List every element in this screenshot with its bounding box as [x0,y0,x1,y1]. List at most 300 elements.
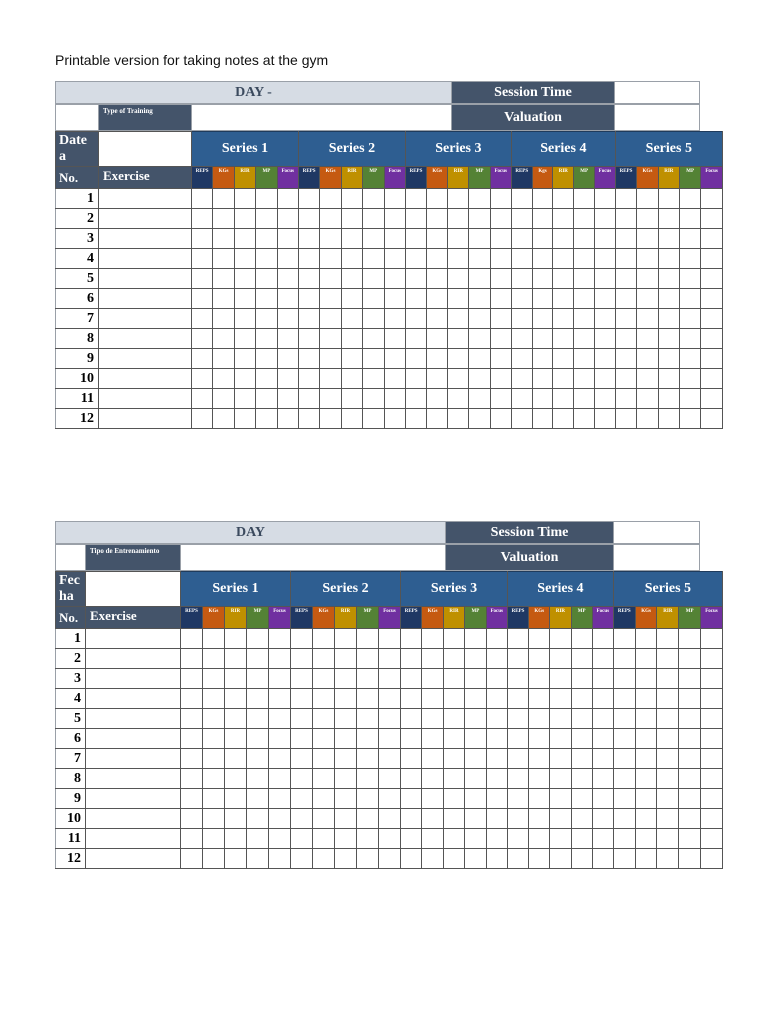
entry-cell[interactable] [679,649,701,669]
entry-cell[interactable] [357,809,379,829]
entry-cell[interactable] [679,829,701,849]
entry-cell[interactable] [657,689,679,709]
entry-cell[interactable] [637,229,658,249]
entry-cell[interactable] [465,649,486,669]
entry-cell[interactable] [615,269,636,289]
entry-cell[interactable] [213,329,234,349]
entry-cell[interactable] [532,349,553,369]
entry-cell[interactable] [256,389,277,409]
entry-cell[interactable] [234,389,255,409]
entry-cell[interactable] [335,689,357,709]
entry-cell[interactable] [181,629,203,649]
entry-cell[interactable] [529,729,550,749]
entry-cell[interactable] [637,329,658,349]
entry-cell[interactable] [192,209,213,229]
entry-cell[interactable] [574,349,595,369]
entry-cell[interactable] [401,709,422,729]
entry-cell[interactable] [448,349,469,369]
entry-cell[interactable] [615,349,636,369]
entry-cell[interactable] [256,289,277,309]
entry-cell[interactable] [553,229,574,249]
entry-cell[interactable] [384,289,405,309]
entry-cell[interactable] [384,229,405,249]
entry-cell[interactable] [203,649,225,669]
entry-cell[interactable] [401,809,422,829]
entry-cell[interactable] [363,369,384,389]
entry-cell[interactable] [701,349,722,369]
entry-cell[interactable] [341,189,362,209]
entry-cell[interactable] [511,269,532,289]
entry-cell[interactable] [613,789,635,809]
entry-cell[interactable] [595,269,616,289]
entry-cell[interactable] [465,709,486,729]
exercise-cell[interactable] [86,669,181,689]
entry-cell[interactable] [320,349,341,369]
training-type-field[interactable] [192,105,452,131]
entry-cell[interactable] [635,789,657,809]
entry-cell[interactable] [613,769,635,789]
entry-cell[interactable] [320,409,341,429]
entry-cell[interactable] [574,289,595,309]
entry-cell[interactable] [313,769,335,789]
entry-cell[interactable] [192,409,213,429]
entry-cell[interactable] [379,769,401,789]
entry-cell[interactable] [658,249,679,269]
entry-cell[interactable] [443,709,464,729]
entry-cell[interactable] [550,649,571,669]
entry-cell[interactable] [615,209,636,229]
entry-cell[interactable] [401,849,422,869]
entry-cell[interactable] [550,689,571,709]
entry-cell[interactable] [363,349,384,369]
entry-cell[interactable] [635,709,657,729]
entry-cell[interactable] [511,229,532,249]
entry-cell[interactable] [335,649,357,669]
exercise-cell[interactable] [99,269,192,289]
entry-cell[interactable] [615,229,636,249]
entry-cell[interactable] [291,789,313,809]
entry-cell[interactable] [615,409,636,429]
exercise-cell[interactable] [86,849,181,869]
entry-cell[interactable] [490,309,511,329]
entry-cell[interactable] [613,749,635,769]
entry-cell[interactable] [405,209,426,229]
entry-cell[interactable] [277,209,298,229]
entry-cell[interactable] [486,689,507,709]
entry-cell[interactable] [225,829,247,849]
entry-cell[interactable] [269,829,291,849]
entry-cell[interactable] [469,229,490,249]
entry-cell[interactable] [357,689,379,709]
entry-cell[interactable] [405,289,426,309]
entry-cell[interactable] [507,769,528,789]
entry-cell[interactable] [511,329,532,349]
entry-cell[interactable] [225,769,247,789]
entry-cell[interactable] [657,729,679,749]
entry-cell[interactable] [422,649,443,669]
entry-cell[interactable] [335,789,357,809]
entry-cell[interactable] [615,329,636,349]
entry-cell[interactable] [448,289,469,309]
entry-cell[interactable] [592,729,613,749]
entry-cell[interactable] [490,349,511,369]
entry-cell[interactable] [384,349,405,369]
entry-cell[interactable] [341,409,362,429]
entry-cell[interactable] [553,309,574,329]
entry-cell[interactable] [256,189,277,209]
entry-cell[interactable] [256,309,277,329]
entry-cell[interactable] [269,789,291,809]
entry-cell[interactable] [341,349,362,369]
entry-cell[interactable] [335,849,357,869]
entry-cell[interactable] [529,629,550,649]
entry-cell[interactable] [298,209,319,229]
entry-cell[interactable] [384,329,405,349]
entry-cell[interactable] [595,369,616,389]
entry-cell[interactable] [486,629,507,649]
entry-cell[interactable] [465,749,486,769]
entry-cell[interactable] [291,829,313,849]
entry-cell[interactable] [679,709,701,729]
entry-cell[interactable] [507,809,528,829]
entry-cell[interactable] [595,229,616,249]
entry-cell[interactable] [637,349,658,369]
entry-cell[interactable] [443,669,464,689]
entry-cell[interactable] [203,849,225,869]
entry-cell[interactable] [511,209,532,229]
entry-cell[interactable] [225,749,247,769]
entry-cell[interactable] [571,729,592,749]
entry-cell[interactable] [363,249,384,269]
training-type-field[interactable] [181,545,446,571]
entry-cell[interactable] [486,709,507,729]
entry-cell[interactable] [701,789,723,809]
entry-cell[interactable] [574,389,595,409]
entry-cell[interactable] [427,189,448,209]
entry-cell[interactable] [701,629,723,649]
entry-cell[interactable] [658,389,679,409]
entry-cell[interactable] [701,309,722,329]
entry-cell[interactable] [529,829,550,849]
entry-cell[interactable] [427,249,448,269]
entry-cell[interactable] [363,269,384,289]
entry-cell[interactable] [256,209,277,229]
entry-cell[interactable] [298,409,319,429]
entry-cell[interactable] [532,249,553,269]
entry-cell[interactable] [511,389,532,409]
entry-cell[interactable] [256,229,277,249]
entry-cell[interactable] [571,649,592,669]
entry-cell[interactable] [247,689,269,709]
entry-cell[interactable] [213,309,234,329]
entry-cell[interactable] [256,349,277,369]
entry-cell[interactable] [532,209,553,229]
entry-cell[interactable] [507,649,528,669]
entry-cell[interactable] [465,669,486,689]
entry-cell[interactable] [469,369,490,389]
entry-cell[interactable] [571,689,592,709]
entry-cell[interactable] [363,329,384,349]
entry-cell[interactable] [615,289,636,309]
entry-cell[interactable] [507,729,528,749]
entry-cell[interactable] [313,809,335,829]
entry-cell[interactable] [422,769,443,789]
entry-cell[interactable] [571,709,592,729]
entry-cell[interactable] [192,249,213,269]
entry-cell[interactable] [234,369,255,389]
entry-cell[interactable] [657,629,679,649]
entry-cell[interactable] [427,229,448,249]
entry-cell[interactable] [680,229,701,249]
entry-cell[interactable] [320,369,341,389]
entry-cell[interactable] [357,709,379,729]
entry-cell[interactable] [680,329,701,349]
entry-cell[interactable] [256,269,277,289]
entry-cell[interactable] [680,409,701,429]
entry-cell[interactable] [313,849,335,869]
entry-cell[interactable] [291,809,313,829]
entry-cell[interactable] [658,189,679,209]
entry-cell[interactable] [379,849,401,869]
entry-cell[interactable] [320,309,341,329]
entry-cell[interactable] [269,729,291,749]
entry-cell[interactable] [247,669,269,689]
entry-cell[interactable] [277,249,298,269]
entry-cell[interactable] [571,629,592,649]
entry-cell[interactable] [637,249,658,269]
entry-cell[interactable] [511,309,532,329]
entry-cell[interactable] [592,749,613,769]
entry-cell[interactable] [247,749,269,769]
entry-cell[interactable] [313,729,335,749]
entry-cell[interactable] [341,329,362,349]
entry-cell[interactable] [658,269,679,289]
entry-cell[interactable] [443,629,464,649]
exercise-cell[interactable] [99,309,192,329]
entry-cell[interactable] [379,709,401,729]
entry-cell[interactable] [298,249,319,269]
entry-cell[interactable] [405,249,426,269]
entry-cell[interactable] [550,809,571,829]
entry-cell[interactable] [313,649,335,669]
entry-cell[interactable] [529,709,550,729]
entry-cell[interactable] [679,849,701,869]
entry-cell[interactable] [357,729,379,749]
entry-cell[interactable] [532,409,553,429]
entry-cell[interactable] [269,629,291,649]
entry-cell[interactable] [592,809,613,829]
entry-cell[interactable] [181,849,203,869]
entry-cell[interactable] [192,329,213,349]
entry-cell[interactable] [234,269,255,289]
entry-cell[interactable] [443,809,464,829]
entry-cell[interactable] [247,629,269,649]
entry-cell[interactable] [637,409,658,429]
entry-cell[interactable] [701,809,723,829]
entry-cell[interactable] [291,649,313,669]
exercise-cell[interactable] [86,749,181,769]
entry-cell[interactable] [448,269,469,289]
session-time-field[interactable] [615,82,700,104]
entry-cell[interactable] [448,329,469,349]
entry-cell[interactable] [550,829,571,849]
entry-cell[interactable] [213,269,234,289]
entry-cell[interactable] [507,669,528,689]
entry-cell[interactable] [401,829,422,849]
entry-cell[interactable] [465,809,486,829]
entry-cell[interactable] [486,749,507,769]
entry-cell[interactable] [448,409,469,429]
entry-cell[interactable] [658,229,679,249]
entry-cell[interactable] [234,249,255,269]
entry-cell[interactable] [192,369,213,389]
entry-cell[interactable] [680,189,701,209]
entry-cell[interactable] [680,369,701,389]
entry-cell[interactable] [679,769,701,789]
entry-cell[interactable] [507,709,528,729]
entry-cell[interactable] [574,409,595,429]
entry-cell[interactable] [313,709,335,729]
entry-cell[interactable] [553,369,574,389]
session-time-field[interactable] [614,522,700,544]
entry-cell[interactable] [247,829,269,849]
entry-cell[interactable] [701,729,723,749]
entry-cell[interactable] [574,369,595,389]
entry-cell[interactable] [320,329,341,349]
entry-cell[interactable] [571,849,592,869]
entry-cell[interactable] [701,409,722,429]
entry-cell[interactable] [192,389,213,409]
entry-cell[interactable] [529,809,550,829]
entry-cell[interactable] [269,669,291,689]
entry-cell[interactable] [422,789,443,809]
entry-cell[interactable] [658,369,679,389]
valuation-field[interactable] [615,105,700,131]
entry-cell[interactable] [192,229,213,249]
entry-cell[interactable] [225,629,247,649]
entry-cell[interactable] [448,389,469,409]
entry-cell[interactable] [469,189,490,209]
entry-cell[interactable] [679,729,701,749]
entry-cell[interactable] [592,629,613,649]
entry-cell[interactable] [465,829,486,849]
entry-cell[interactable] [234,349,255,369]
entry-cell[interactable] [213,389,234,409]
exercise-cell[interactable] [86,729,181,749]
entry-cell[interactable] [595,209,616,229]
entry-cell[interactable] [595,329,616,349]
entry-cell[interactable] [635,669,657,689]
entry-cell[interactable] [532,309,553,329]
entry-cell[interactable] [701,749,723,769]
exercise-cell[interactable] [86,629,181,649]
entry-cell[interactable] [532,369,553,389]
entry-cell[interactable] [192,289,213,309]
entry-cell[interactable] [443,769,464,789]
entry-cell[interactable] [203,689,225,709]
entry-cell[interactable] [532,329,553,349]
entry-cell[interactable] [613,649,635,669]
entry-cell[interactable] [427,389,448,409]
entry-cell[interactable] [637,309,658,329]
entry-cell[interactable] [234,229,255,249]
entry-cell[interactable] [341,269,362,289]
entry-cell[interactable] [298,269,319,289]
entry-cell[interactable] [298,289,319,309]
entry-cell[interactable] [637,269,658,289]
entry-cell[interactable] [635,689,657,709]
entry-cell[interactable] [448,229,469,249]
entry-cell[interactable] [384,389,405,409]
entry-cell[interactable] [657,709,679,729]
entry-cell[interactable] [384,369,405,389]
entry-cell[interactable] [701,669,723,689]
entry-cell[interactable] [379,689,401,709]
entry-cell[interactable] [507,829,528,849]
entry-cell[interactable] [363,389,384,409]
entry-cell[interactable] [635,809,657,829]
entry-cell[interactable] [595,249,616,269]
entry-cell[interactable] [469,349,490,369]
entry-cell[interactable] [192,269,213,289]
entry-cell[interactable] [422,809,443,829]
entry-cell[interactable] [680,349,701,369]
entry-cell[interactable] [181,709,203,729]
entry-cell[interactable] [486,829,507,849]
entry-cell[interactable] [291,729,313,749]
entry-cell[interactable] [469,209,490,229]
entry-cell[interactable] [401,629,422,649]
entry-cell[interactable] [247,789,269,809]
entry-cell[interactable] [320,189,341,209]
exercise-header-blank[interactable] [99,132,192,167]
entry-cell[interactable] [313,689,335,709]
entry-cell[interactable] [615,309,636,329]
entry-cell[interactable] [701,709,723,729]
entry-cell[interactable] [298,189,319,209]
entry-cell[interactable] [532,389,553,409]
entry-cell[interactable] [298,389,319,409]
entry-cell[interactable] [422,829,443,849]
exercise-cell[interactable] [86,809,181,829]
entry-cell[interactable] [298,369,319,389]
entry-cell[interactable] [401,669,422,689]
entry-cell[interactable] [291,689,313,709]
entry-cell[interactable] [486,649,507,669]
entry-cell[interactable] [443,749,464,769]
entry-cell[interactable] [181,769,203,789]
entry-cell[interactable] [379,729,401,749]
entry-cell[interactable] [357,849,379,869]
entry-cell[interactable] [511,409,532,429]
entry-cell[interactable] [313,789,335,809]
entry-cell[interactable] [291,769,313,789]
entry-cell[interactable] [637,389,658,409]
entry-cell[interactable] [234,409,255,429]
entry-cell[interactable] [427,309,448,329]
entry-cell[interactable] [486,769,507,789]
entry-cell[interactable] [363,289,384,309]
entry-cell[interactable] [181,669,203,689]
entry-cell[interactable] [637,289,658,309]
entry-cell[interactable] [443,789,464,809]
entry-cell[interactable] [427,349,448,369]
entry-cell[interactable] [422,629,443,649]
entry-cell[interactable] [469,329,490,349]
entry-cell[interactable] [363,409,384,429]
entry-cell[interactable] [615,249,636,269]
entry-cell[interactable] [635,769,657,789]
